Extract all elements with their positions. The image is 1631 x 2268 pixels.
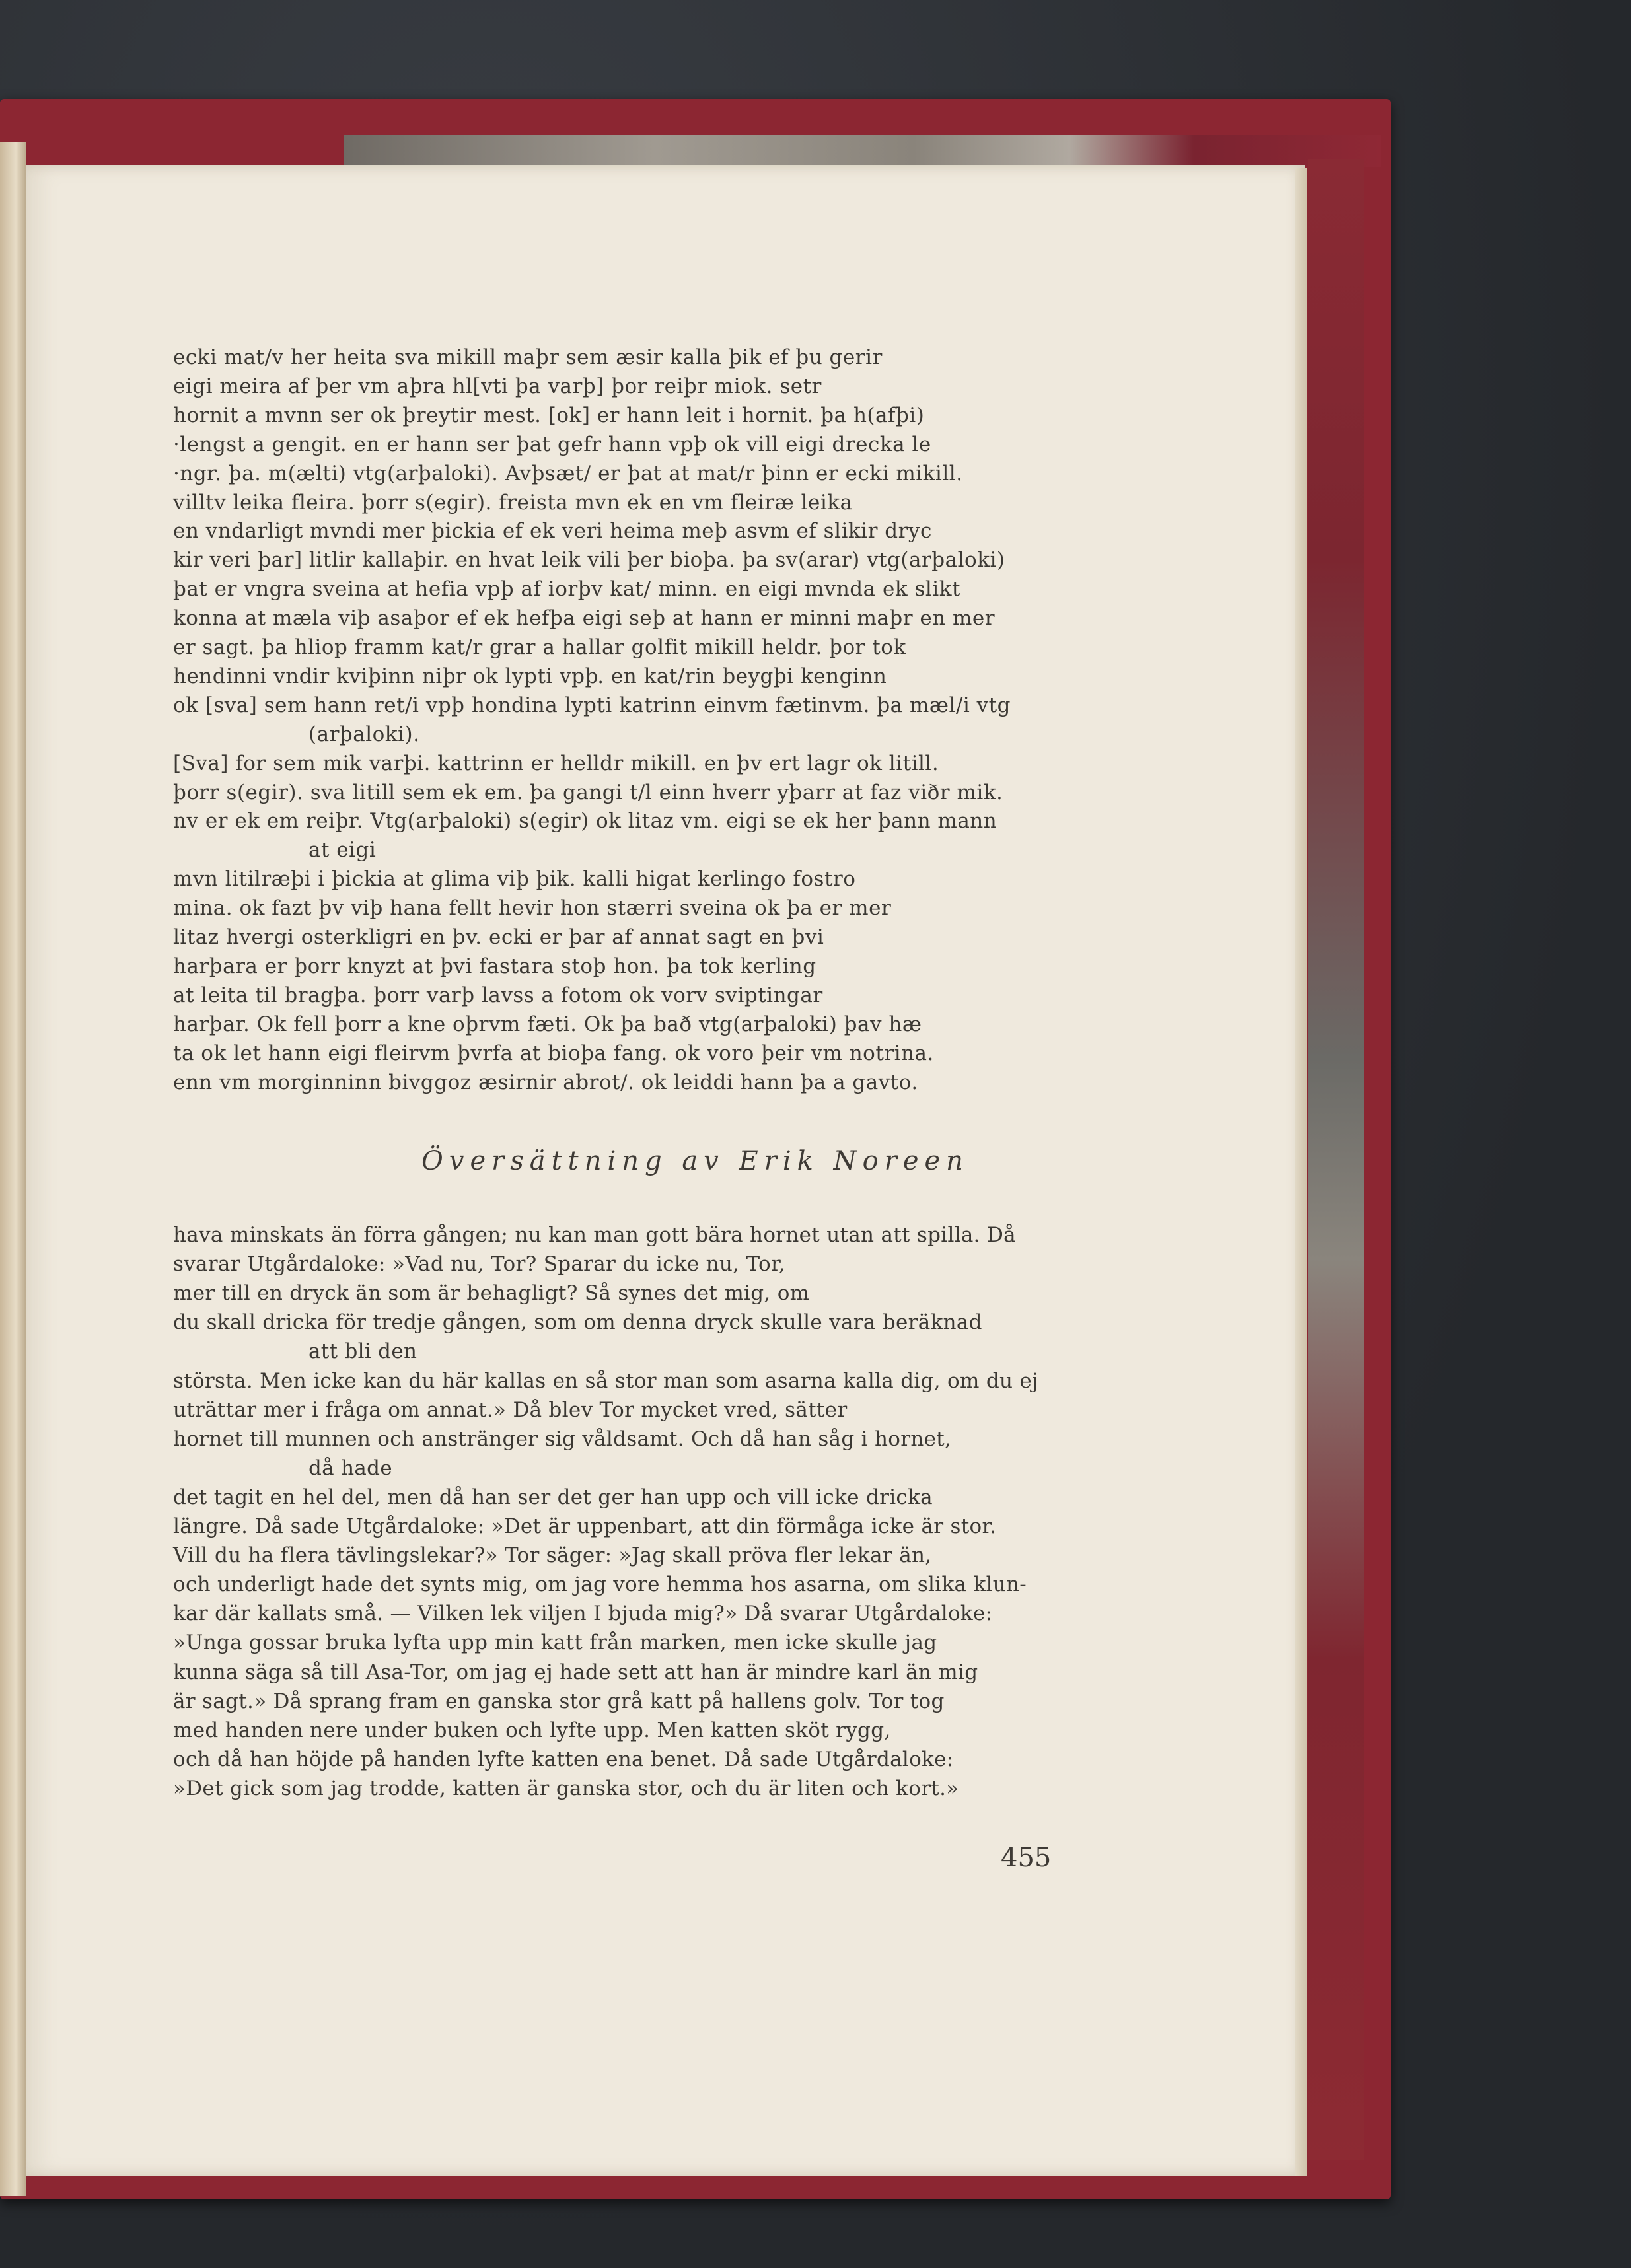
text-line: hornet till munnen och anstränger sig våldsamt. Och då han såg i hornet,	[173, 1427, 952, 1451]
text-line: eigi meira af þer vm aþra hl[vti þa varþ] þor reiþr miok. setr	[173, 374, 822, 398]
text-line: att bli den	[308, 1339, 417, 1364]
text-line: villtv leika fleira. þorr s(egir). freista mvn ek en vm fleiræ leika	[173, 490, 853, 514]
text-line: du skall dricka för tredje gången, som om denna dryck skulle vara beräknad	[173, 1310, 982, 1335]
text-line: då hade	[308, 1456, 392, 1480]
page-number: 455	[1001, 1843, 1052, 1873]
text-line: kunna säga så till Asa-Tor, om jag ej hade sett att han är mindre karl än mig	[173, 1660, 978, 1684]
text-line: kar där kallats små. — Vilken lek viljen I bjuda mig?» Då svarar Utgårdaloke:	[173, 1602, 993, 1626]
text-line: svarar Utgårdaloke: »Vad nu, Tor? Sparar du icke nu, Tor,	[173, 1252, 785, 1277]
text-line: litaz hvergi osterkligri en þv. ecki er þar af annat sagt en þvi	[173, 925, 824, 949]
text-line: och underligt hade det synts mig, om jag vore hemma hos asarna, om slika klun-	[173, 1573, 1027, 1597]
text-line: och då han höjde på handen lyfte katten ena benet. Då sade Utgårdaloke:	[173, 1747, 954, 1771]
text-line: mvn litilræþi i þickia at glima viþ þik. kalli higat kerlingo fostro	[173, 867, 856, 892]
text-line: »Det gick som jag trodde, katten är ganska stor, och du är liten och kort.»	[173, 1776, 959, 1800]
text-line: det tagit en hel del, men då han ser det ger han upp och vill icke dricka	[173, 1485, 933, 1509]
text-line: mer till en dryck än som är behagligt? Så synes det mig, om	[173, 1281, 810, 1306]
text-line: þorr s(egir). sva litill sem ek em. þa gangi t/l einn hverr yþarr at faz viðr mik.	[173, 780, 1003, 804]
text-line: enn vm morginninn bivggoz æsirnir abrot/. ok leiddi hann þa a gavto.	[173, 1070, 918, 1094]
text-line: största. Men icke kan du här kallas en så stor man som asarna kalla dig, om du ej	[173, 1368, 1038, 1393]
text-line: at leita til bragþa. þorr varþ lavss a fotom ok vorv sviptingar	[173, 983, 823, 1007]
text-line: harþar. Ok fell þorr a kne oþrvm fæti. Ok þa bað vtg(arþaloki) þav hæ	[173, 1012, 922, 1036]
text-line: ok [sva] sem hann ret/i vpþ hondina lypti katrinn einvm fætinvm. þa mæl/i vtg	[173, 693, 1011, 717]
text-line: (arþaloki).	[308, 722, 420, 746]
text-line: hendinni vndir kviþinn niþr ok lypti vpþ. en kat/rin beygþi kenginn	[173, 664, 887, 688]
text-line: hava minskats än förra gången; nu kan man gott bära hornet utan att spilla. Då	[173, 1223, 1016, 1247]
text-line: ·ngr. þa. m(ælti) vtg(arþaloki). Avþsæt/ er þat at mat/r þinn er ecki mikill.	[173, 461, 963, 485]
text-line: mina. ok fazt þv viþ hana fellt hevir hon stærri sveina ok þa er mer	[173, 896, 892, 921]
text-line: ·lengst a gengit. en er hann ser þat gefr hann vpþ ok vill eigi drecka le	[173, 432, 931, 456]
text-line: kir veri þar] litlir kallaþir. en hvat leik vili þer bioþa. þa sv(arar) vtg(arþaloki)	[173, 548, 1005, 573]
text-line: er sagt. þa hliop framm kat/r grar a hallar golfit mikill heldr. þor tok	[173, 635, 906, 659]
cover-top-edge	[344, 135, 1381, 167]
text-line: [Sva] for sem mik varþi. kattrinn er helldr mikill. en þv ert lagr ok litill.	[173, 751, 939, 775]
text-line: ta ok let hann eigi fleirvm þvrfa at bioþa fang. ok voro þeir vm notrina.	[173, 1041, 934, 1065]
text-line: þat er vngra sveina at hefia vpþ af iorþv kat/ minn. en eigi mvnda ek slikt	[173, 577, 960, 602]
text-line: harþara er þorr knyzt at þvi fastara stoþ hon. þa tok kerling	[173, 954, 816, 978]
translation-heading: Översättning av Erik Noreen	[421, 1146, 969, 1176]
text-line: nv er ek em reiþr. Vtg(arþaloki) s(egir) ok litaz vm. eigi se ek her þann mann	[173, 809, 997, 833]
text-line: hornit a mvnn ser ok þreytir mest. [ok] er hann leit i hornit. þa h(afþi)	[173, 403, 925, 427]
text-line: at eigi	[308, 838, 377, 863]
text-line: ecki mat/v her heita sva mikill maþr sem æsir kalla þik ef þu gerir	[173, 345, 883, 369]
text-line: är sagt.» Då sprang fram en ganska stor grå katt på hallens golv. Tor tog	[173, 1689, 945, 1713]
text-line: Vill du ha flera tävlingslekar?» Tor säger: »Jag skall pröva fler lekar än,	[173, 1543, 932, 1568]
text-line: längre. Då sade Utgårdaloke: »Det är uppenbart, att din förmåga icke är stor.	[173, 1514, 997, 1538]
text-line: konna at mæla viþ asaþor ef ek hefþa eigi seþ at hann er minni maþr en mer	[173, 606, 996, 631]
text-line: en vndarligt mvndi mer þickia ef ek veri heima meþ asvm ef slikir dryc	[173, 519, 932, 544]
text-line: »Unga gossar bruka lyfta upp min katt från marken, men icke skulle jag	[173, 1631, 937, 1655]
text-line: med handen nere under buken och lyfte upp. Men katten sköt rygg,	[173, 1718, 891, 1742]
text-line: uträttar mer i fråga om annat.» Då blev Tor mycket vred, sätter	[173, 1398, 848, 1422]
